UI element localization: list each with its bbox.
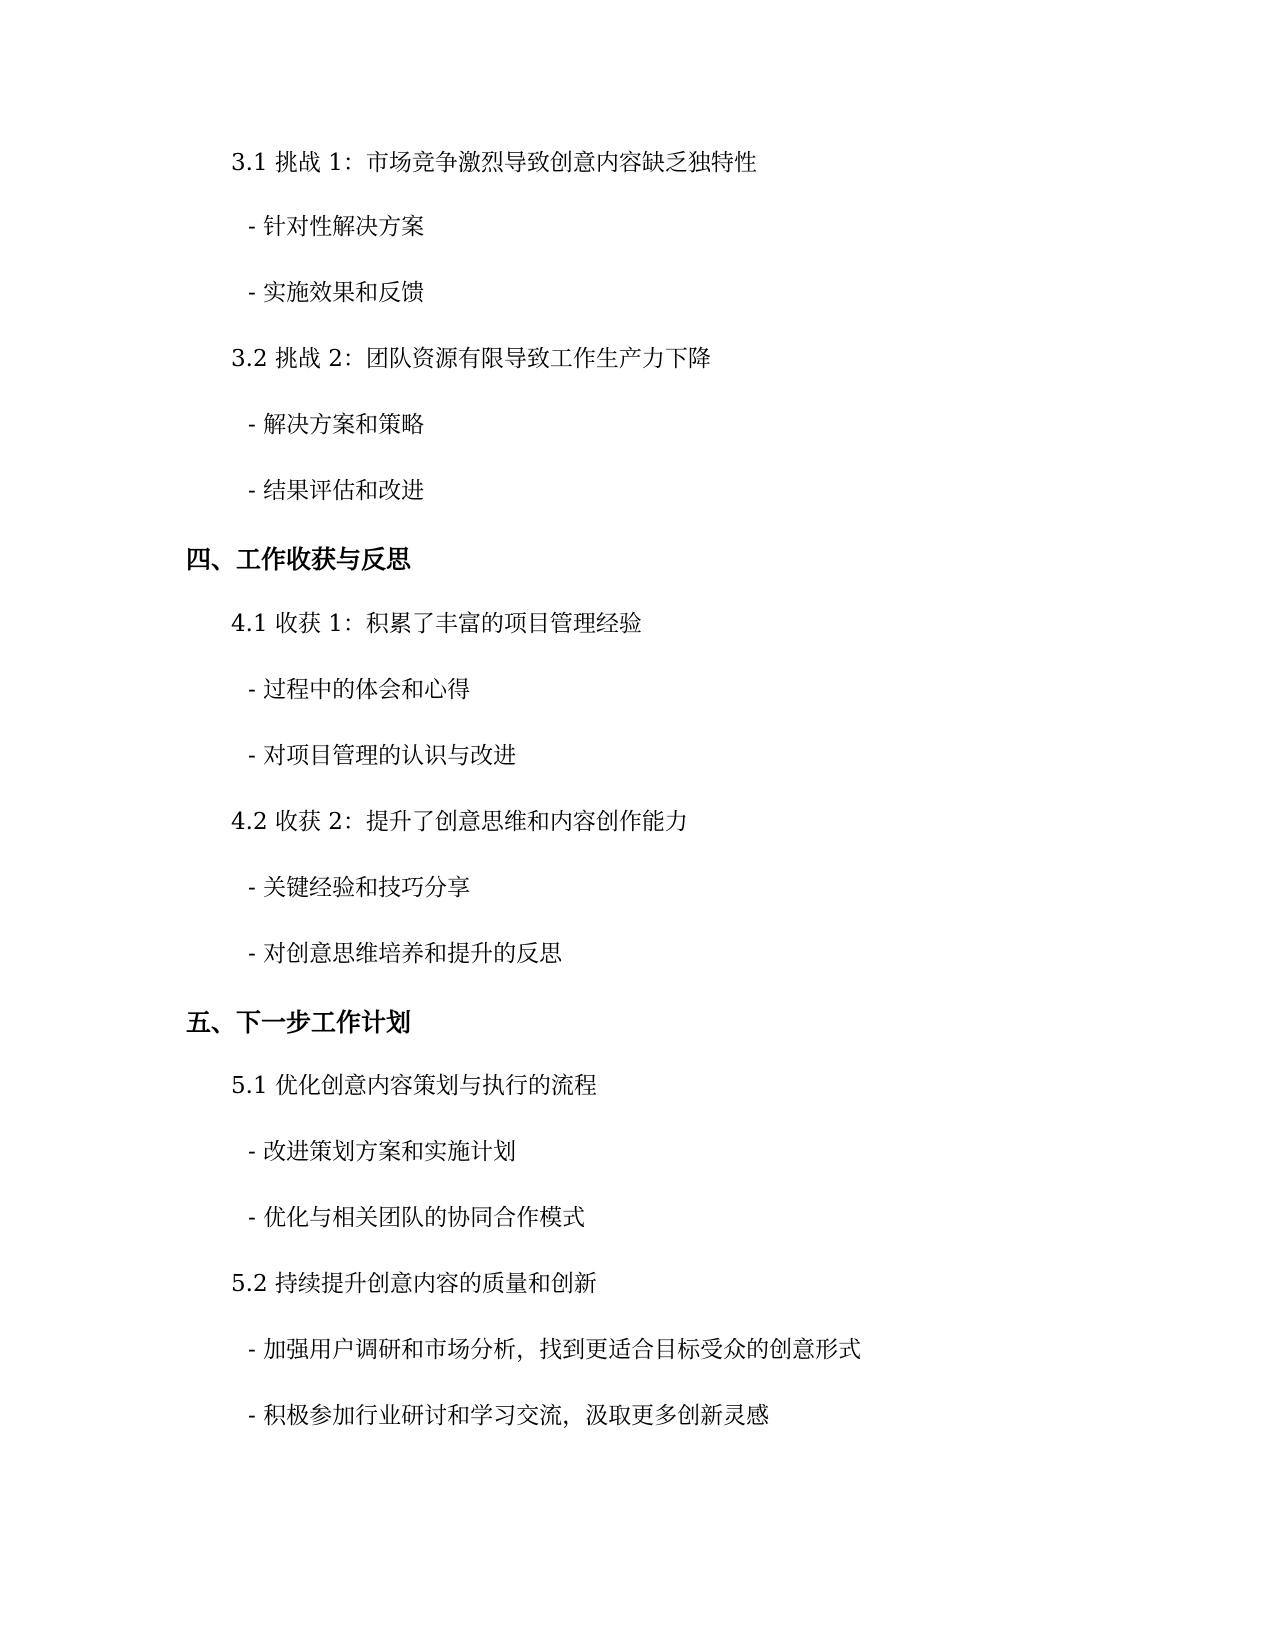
list-item: - 实施效果和反馈 — [248, 280, 425, 306]
section-5-heading: 五、下一步工作计划 — [186, 1008, 412, 1037]
list-item: - 对项目管理的认识与改进 — [248, 743, 517, 769]
list-item: - 过程中的体会和心得 — [248, 677, 471, 703]
list-item: - 对创意思维培养和提升的反思 — [248, 941, 563, 967]
subsection-4-2-title: 4.2 收获 2：提升了创意思维和内容创作能力 — [231, 809, 688, 835]
list-item: - 针对性解决方案 — [248, 214, 425, 240]
subsection-3-2-title: 3.2 挑战 2：团队资源有限导致工作生产力下降 — [231, 346, 711, 372]
subsection-4-1-title: 4.1 收获 1：积累了丰富的项目管理经验 — [231, 611, 642, 637]
list-item: - 优化与相关团队的协同合作模式 — [248, 1205, 586, 1231]
list-item: - 积极参加行业研讨和学习交流，汲取更多创新灵感 — [248, 1403, 770, 1429]
list-item: - 关键经验和技巧分享 — [248, 875, 471, 901]
subsection-5-2-title: 5.2 持续提升创意内容的质量和创新 — [231, 1271, 597, 1297]
subsection-3-1-title: 3.1 挑战 1：市场竞争激烈导致创意内容缺乏独特性 — [231, 150, 757, 176]
section-4-heading: 四、工作收获与反思 — [186, 545, 412, 574]
subsection-5-1-title: 5.1 优化创意内容策划与执行的流程 — [231, 1073, 597, 1099]
list-item: - 加强用户调研和市场分析，找到更适合目标受众的创意形式 — [248, 1337, 862, 1363]
list-item: - 改进策划方案和实施计划 — [248, 1139, 517, 1165]
list-item: - 结果评估和改进 — [248, 478, 425, 504]
list-item: - 解决方案和策略 — [248, 412, 425, 438]
